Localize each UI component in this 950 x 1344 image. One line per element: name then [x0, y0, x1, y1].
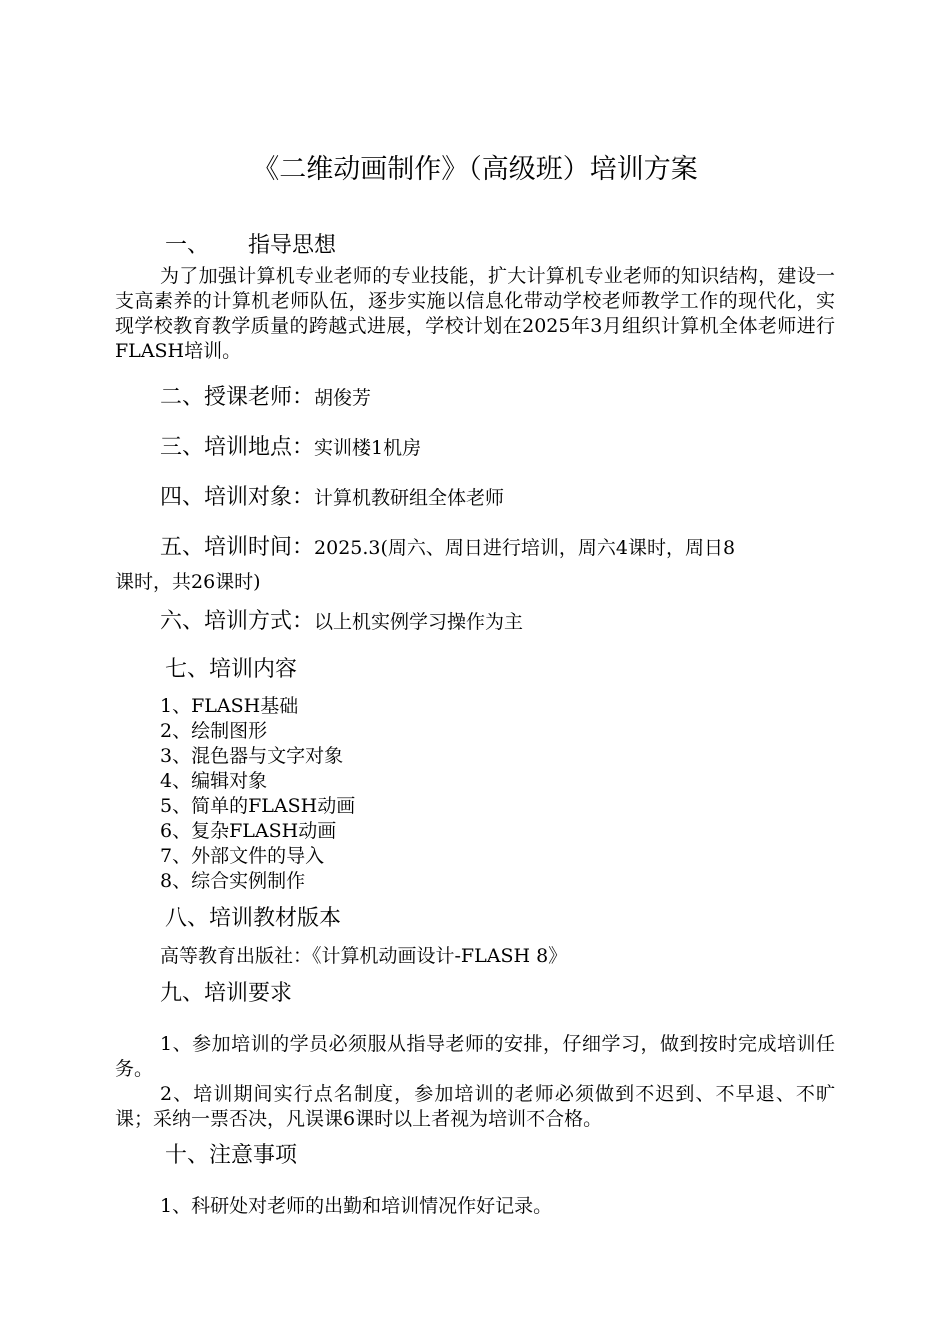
page-title: 《二维动画制作》（高级班）培训方案 [252, 154, 698, 185]
requirement-1: 1、参加培训的学员必须服从指导老师的安排，仔细学习，做到按时完成培训任务。 [115, 1033, 835, 1080]
section-6-value: 以上机实例学习操作为主 [314, 611, 524, 633]
section-4 [160, 482, 504, 514]
section-3 [160, 432, 421, 464]
section-8-value: 高等教育出版社：《计算机动画设计-FLASH 8》 [160, 945, 568, 967]
section-5-continuation: 课时，共26课时) [115, 571, 261, 593]
section-1-body: 为了加强计算机专业老师的专业技能，扩大计算机专业老师的知识结构，建设一支高素养的计算机老师队伍，逐步实施以信息化带动学校老师教学工作的现代化，实现学校教育教学质量的跨越式进展，学校计划在2025年3月组织计算机全体老师进行FLASH培训。 [115, 265, 835, 362]
content-item: 5、简单的FLASH动画 [160, 795, 356, 817]
section-5 [160, 532, 735, 564]
section-2-value: 胡俊芳 [314, 387, 372, 409]
section-6 [160, 606, 523, 638]
content-item: 2、绘制图形 [160, 720, 268, 742]
section-5-value: 2025.3(周六、周日进行培训，周六4课时，周日8 [314, 537, 736, 559]
notice-1: 1、科研处对老师的出勤和培训情况作好记录。 [160, 1195, 553, 1217]
section-1-number: 一、 [165, 233, 210, 258]
content-item: 3、混色器与文字对象 [160, 745, 344, 767]
section-9-heading: 九、培训要求 [160, 981, 293, 1006]
section-10-heading: 十、注意事项 [165, 1143, 298, 1168]
section-7-heading: 七、培训内容 [165, 657, 298, 682]
content-item: 4、编辑对象 [160, 770, 268, 792]
content-item: 7、外部文件的导入 [160, 845, 325, 867]
section-2-heading: 二、授课老师： [160, 385, 315, 410]
requirement-2: 2、培训期间实行点名制度，参加培训的老师必须做到不迟到、不早退、不旷课；采纳一票否决，凡误课6课时以上者视为培训不合格。 [115, 1083, 835, 1130]
section-2 [160, 382, 371, 414]
section-1-heading: 指导思想 [248, 233, 337, 258]
section-4-value: 计算机教研组全体老师 [314, 487, 505, 509]
content-item: 1、FLASH基础 [160, 695, 299, 717]
section-3-value: 实训楼1机房 [314, 437, 422, 459]
section-5-heading: 五、培训时间： [160, 535, 315, 560]
section-8-heading: 八、培训教材版本 [165, 906, 342, 931]
content-item: 6、复杂FLASH动画 [160, 820, 337, 842]
section-3-heading: 三、培训地点： [160, 435, 315, 460]
section-4-heading: 四、培训对象： [160, 485, 315, 510]
content-item: 8、综合实例制作 [160, 870, 306, 892]
section-6-heading: 六、培训方式： [160, 609, 315, 634]
